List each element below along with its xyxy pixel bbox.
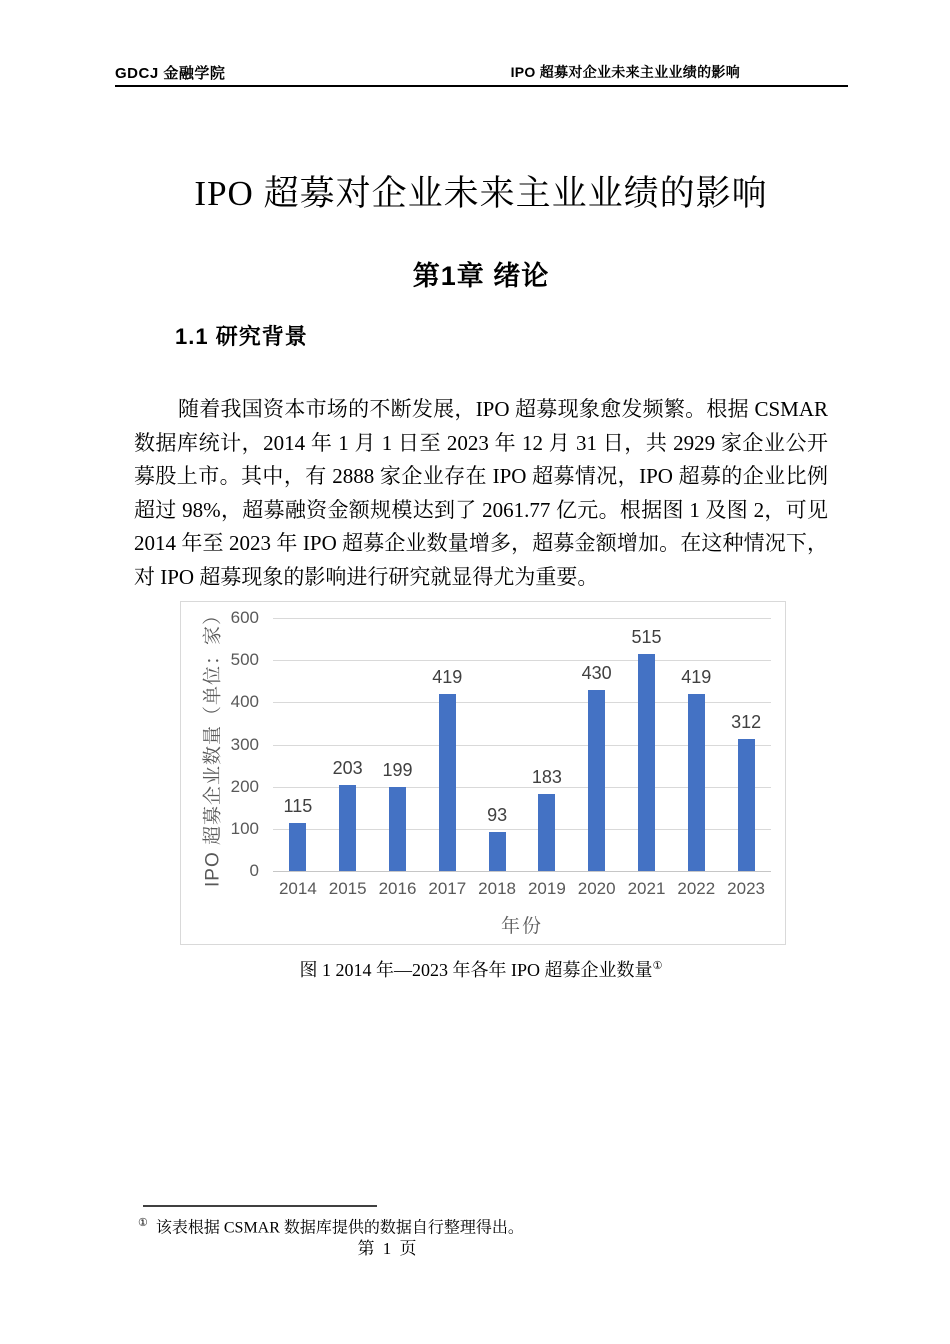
chart-y-tick-label: 0 [249, 861, 259, 880]
chart-x-tick-label: 2016 [378, 879, 417, 898]
footnote [138, 1212, 832, 1239]
figure-caption-footnote-mark: ① [652, 960, 663, 972]
chapter-heading: 第1章 绪论 [412, 261, 550, 291]
chart-y-tick-label: 400 [230, 692, 259, 712]
section-heading: 1.1 研究背景 [175, 324, 308, 349]
chart-x-tick-label: 2017 [428, 879, 467, 898]
chart-x-tick-label: 2021 [627, 879, 666, 898]
document-title: IPO 超募对企业未来主业业绩的影响 [194, 174, 768, 213]
chart-bar-value-label: 183 [531, 766, 562, 787]
chart-x-tick-label: 2015 [328, 879, 367, 898]
chart-bar-value-label: 312 [731, 712, 762, 733]
chart-bar [389, 787, 406, 871]
chart-bar-value-label: 203 [332, 758, 363, 779]
chart-y-tick-label: 200 [230, 776, 259, 796]
chart-x-axis-title: 年份 [500, 916, 543, 937]
chart-bar-value-label: 199 [382, 760, 413, 781]
figure-caption [134, 956, 828, 982]
chart-gridline [273, 618, 771, 619]
chart-bar [588, 690, 605, 871]
chart-y-tick-label: 500 [230, 650, 259, 670]
page-number: 第 1 页 [357, 1239, 419, 1258]
chart-x-tick-label: 2019 [527, 879, 566, 898]
chart-bar [489, 832, 506, 871]
chart-bar-value-label: 419 [681, 667, 712, 688]
chart-gridline [273, 871, 771, 872]
figure-caption-text: 图 1 2014 年—2023 年各年 IPO 超募企业数量 [299, 960, 653, 980]
chart-y-tick-label: 100 [230, 818, 259, 838]
footnote-mark: ① [138, 1217, 148, 1229]
chart-bar [738, 739, 755, 871]
header-right-text: IPO 超募对企业未来主业业绩的影响 [510, 64, 740, 80]
header-rule [115, 85, 848, 87]
chart-bar [339, 785, 356, 871]
header-left-text: GDCJ 金融学院 [115, 65, 226, 82]
chart-bar [439, 694, 456, 871]
chart-bar-value-label: 93 [487, 804, 508, 825]
footnote-text: 该表根据 CSMAR 数据库提供的数据自行整理得出。 [155, 1219, 524, 1237]
chart-x-tick-label: 2023 [727, 879, 765, 898]
figure-bar-chart [180, 601, 786, 945]
chart-bar-value-label: 430 [581, 662, 612, 683]
chart-x-tick-label: 2022 [677, 879, 716, 898]
chart-bar-value-label: 419 [432, 667, 463, 688]
chart-bar [538, 794, 555, 871]
chart-x-tick-label: 2018 [478, 879, 516, 898]
body-paragraph: 随着我国资本市场的不断发展，IPO 超募现象愈发频繁。根据 CSMAR 数据库统计，2014 年 1 月 1 日至 2023 年 12 月 31 日，共 2929 家企业公开募股上市。其中，有 2888 家企业存在 IPO 超募情况，IPO 超募的企业比例超过 98%，超募融资金额规模达到了 2061.77 亿元。根据图 1 及图 2，可见 2014 年至 2023 年 IPO 超募企业数量增多，超募金额增加。在这种情况下，对 IPO 超募现象的影响进行研究就显得尤为重要。 [134, 397, 828, 589]
chart-y-axis-title: IPO 超募企业数量（单位：家） [202, 604, 224, 888]
footnote-separator [143, 1205, 377, 1207]
chart-y-tick-label: 300 [230, 734, 259, 754]
chart-bar [289, 823, 306, 871]
chart-bar-value-label: 115 [283, 795, 313, 816]
chart-gridline [273, 660, 771, 661]
chart-bar [638, 654, 655, 871]
chart-bar-value-label: 515 [631, 626, 662, 647]
chart-bar [688, 694, 705, 871]
chart-x-tick-label: 2014 [278, 879, 317, 898]
chart-x-tick-label: 2020 [577, 879, 616, 898]
chart-y-tick-label: 600 [230, 608, 259, 627]
